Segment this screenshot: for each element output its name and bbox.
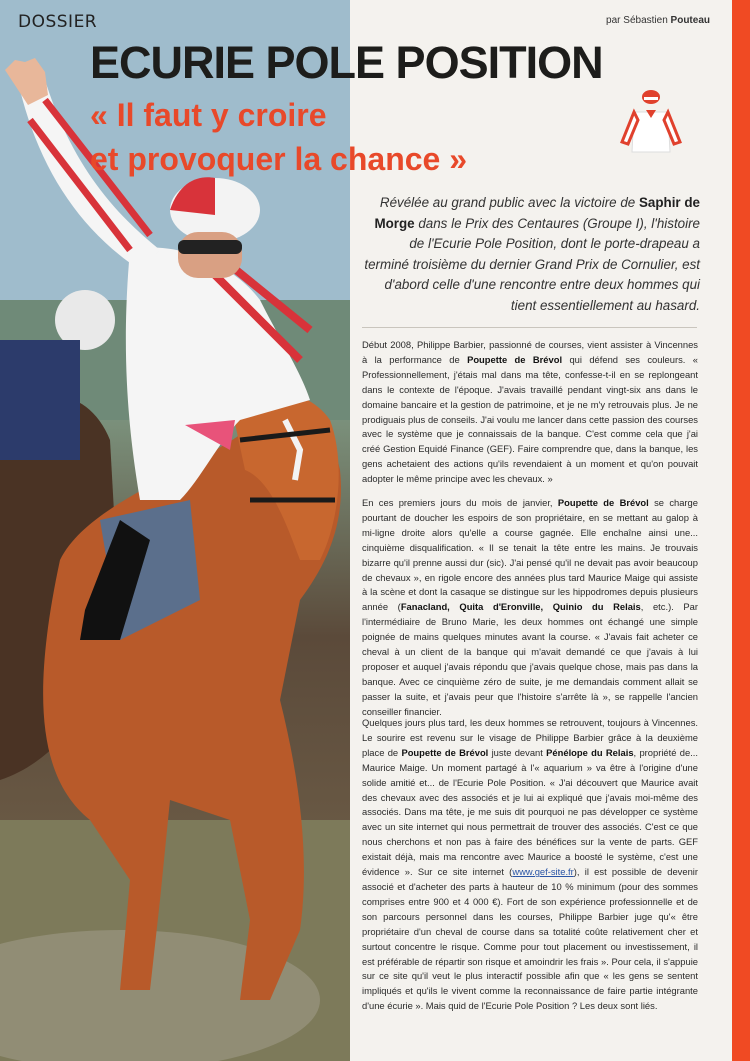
paragraph-1	[362, 338, 698, 487]
p3-text-2: juste devant	[488, 746, 547, 758]
racing-silks-icon	[620, 88, 682, 160]
p1-text-1: Début 2008, Philippe Barbier, passionné de courses, vient assister à Vincennes à la performance de	[362, 339, 698, 365]
right-accent-bar	[732, 0, 750, 1061]
p3-horse-name-1: Poupette de Brévol	[401, 746, 489, 758]
subtitle-line-1: « Il faut y croire	[90, 97, 327, 133]
p2-horse-names: Fanacland, Quita d'Eronville, Quinio du Relais	[400, 601, 641, 613]
paragraph-3	[362, 716, 698, 1014]
p2-text-3: , etc.). Par l'intermédiaire de Bruno Marie, les deux hommes ont échangé une simple poignée de mains quelques minutes avant la course. « J'avais fait acheter ce cheval à un client de la banque qui m'avait demandé ce que j'avais à lui proposer et auquel j'avais répondu que j'avais quelque chose, mais pas dans la banque. Avec ce cinquième zéro de suite, je me demandais comment allait se passer la suite, et j'avais peur que l'histoire s'arrête là », se rappelle l'ancien conseiller financier.	[362, 601, 698, 717]
p1-horse-name: Poupette de Brévol	[467, 353, 563, 365]
lead-text-1: Révélée au grand public avec la victoire de	[379, 195, 639, 210]
lead-horse-name: Saphir de Morge	[374, 195, 700, 231]
p3-text-4: ), il est possible de devenir associé et d'acheter des parts à hauteur de 10 % minimum (pour des sommes comprises entre 900 et 4 000 €). Fort de son expérience professionnelle et de son parcours personnel dans les courses, Philippe Barbier juge qu'« être propriétaire d'un cheval de course dans sa totalité coûte relativement cher et surtout concentre le risque. Comme pour tout placement ou investissement, il est préférable de répartir son risque et amoindrir les frais ». Pour cela, il s'appuie sur ce site qu'il veut le plus interactif possible afin que « les gens se sentent impliqués et qu'ils le vivent comme la reconnaissance de faire partie intégrante d'une écurie ». Mais quid de l'Ecurie Pole Position ? Les deux sont liés.	[362, 866, 699, 1012]
p1-text-2: qui défend ses couleurs. « Professionnellement, j'étais mal dans ma tête, confesse-t-il en se replongeant dans le contexte de l'époque. J'avais travaillé pendant vingt-six ans dans le domaine bancaire et la gestion de patrimoine, et je ne m'y retrouvais plus. Je ne prodiguais plus de conseils. J'ai voulu me lancer dans cette passion des courses avec le système que je connaissais de la banque. C'est comme cela que j'ai créé Gestion Equidé Finance (GEF). Faire comprendre que, dans la banque, les gens achetaient des actions qu'ils revendaient à un moment et qu'on pouvait adopter le même principe avec les chevaux. »	[362, 353, 698, 485]
lead-divider	[362, 327, 697, 328]
p2-horse-name: Poupette de Brévol	[557, 497, 649, 508]
p3-text-1: Quelques jours plus tard, les deux hommes se retrouvent, toujours à Vincennes. Le sourire est revenu sur le visage de Philippe Barbier grâce à la deuxième place de	[362, 717, 698, 758]
byline-author: Pouteau	[670, 15, 710, 26]
article-subtitle	[90, 93, 550, 181]
p3-text-3: , propriété de... Maurice Maige. Un moment partagé à l'« aquarium » va être à l'origine d'une solide amitié et... de l'Ecurie Pole Position. « J'ai découvert que Maurice avait des chevaux avec des associés et je lui ai expliqué que j'avais moi-même des associés. Dans ma tête, je me suis dit pourquoi ne pas développer ce système avec un site internet qui nous permettrait de trouver des associés. C'est ce que nous cherchons et non pas à faire des bénéfices sur la vente de parts. GEF existait déjà, mais ma rencontre avec Maurice a boosté le système, c'est une évidence ». Sur ce site internet (	[362, 746, 699, 878]
p2-text-2: se charge pourtant de doucher les espoirs de son propriétaire, en se mettant au galop à mi-ligne droite alors qu'elle a course gagnée. Elle enchaîne ainsi une... cinquième disqualification. « Il se tenait la tête entre les mains. Je trouvais bizarre qu'il prenne aussi dur (sic). J'ai pensé qu'il ne devait pas avoir beaucoup de chevaux », en rigole encore des années plus tard Maurice Maige qui assiste à la scène et dont la casaque se distingue sur les hippodromes depuis plusieurs année (	[362, 497, 698, 613]
byline	[606, 15, 710, 26]
article-title: ECURIE POLE POSITION	[90, 37, 603, 88]
subtitle-line-2: et provoquer la chance »	[90, 141, 468, 177]
website-link[interactable]: www.gef-site.fr	[512, 866, 574, 878]
byline-prefix: par Sébastien	[606, 15, 671, 26]
p3-horse-name-2: Pénélope du Relais	[546, 746, 634, 758]
section-rubric: DOSSIER	[18, 12, 98, 32]
article-lead	[362, 193, 700, 316]
paragraph-2	[362, 496, 698, 720]
p2-text-1: En ces premiers jours du mois de janvier,	[362, 497, 558, 508]
lead-text-2: dans le Prix des Centaures (Groupe I), l'histoire de l'Ecurie Pole Position, dont le porte-drapeau a terminé troisième du dernier Grand Prix de Cornulier, est d'abord celle d'une rencontre entre deux hommes qui tient essentiellement au hasard.	[364, 215, 700, 313]
